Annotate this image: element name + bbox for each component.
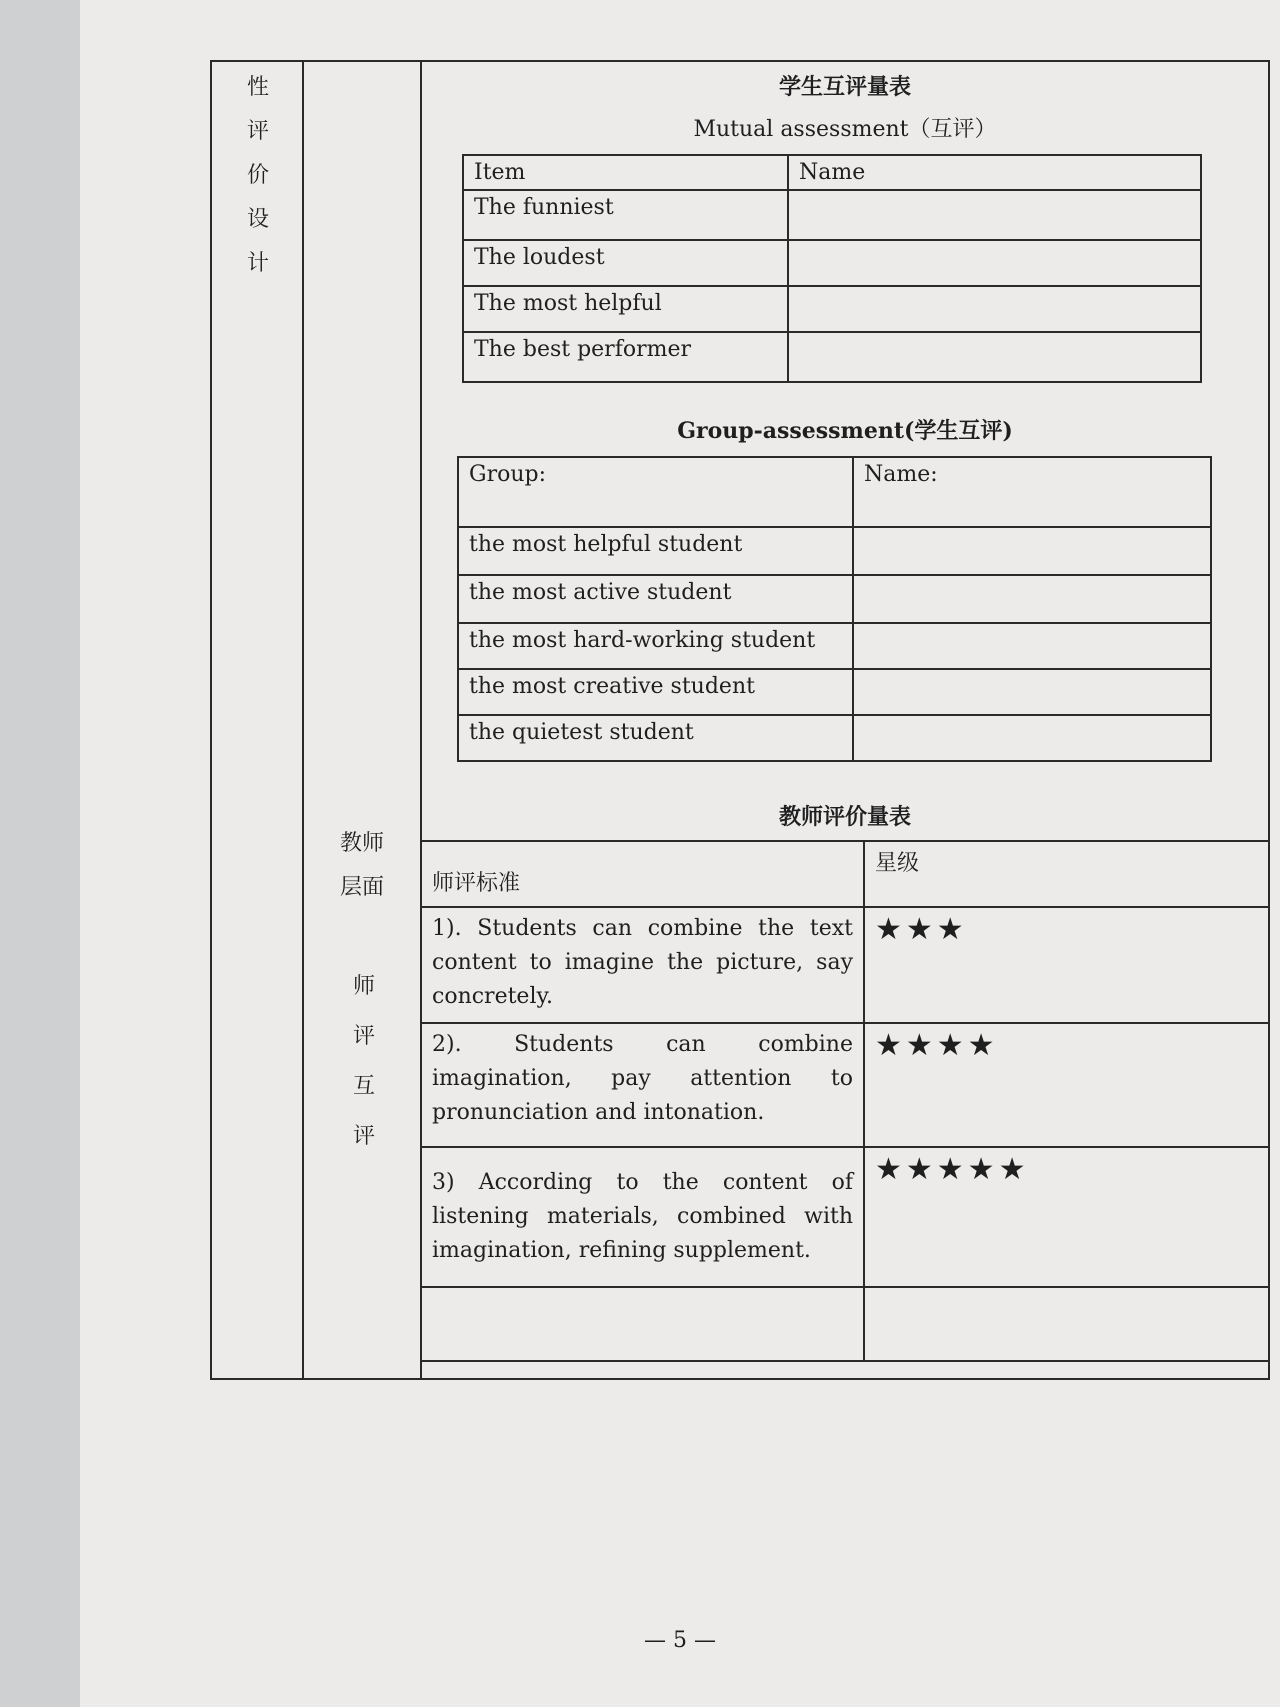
side-label-char: 设 (246, 207, 269, 232)
criteria-cell: 3) According to the content of listening materials, combined with imagination, refining supplement. (421, 1147, 864, 1287)
side-label-char: 价 (246, 163, 269, 188)
item-cell: The best performer (463, 332, 788, 382)
header-name: Name (788, 155, 1201, 190)
table-row (458, 669, 1211, 715)
table-row (421, 907, 1269, 1023)
teacher-level-text: 层面 (339, 875, 384, 900)
table-header-row (421, 841, 1269, 907)
name-cell (788, 332, 1201, 382)
table-row (463, 332, 1201, 382)
teacher-mutual-char: 师 (352, 974, 375, 999)
criteria-cell: 2). Students can combine imagination, pay attention to pronunciation and intonation. (421, 1023, 864, 1147)
item-cell: the most helpful student (458, 527, 853, 575)
side-label-char: 计 (246, 251, 269, 276)
name-cell (853, 669, 1211, 715)
group-title: Group-assessment(学生互评) (677, 418, 1013, 444)
empty-cell (421, 1287, 864, 1361)
teacher-title: 教师评价量表 (778, 804, 911, 830)
name-cell (788, 240, 1201, 286)
side-label-char: 评 (246, 119, 269, 144)
table-row (421, 1147, 1269, 1287)
header-name: Name: (853, 457, 1211, 527)
table-header-row (463, 155, 1201, 190)
side-label (238, 66, 278, 286)
side-label-char: 性 (246, 75, 269, 100)
criteria-cell: 1). Students can combine the text content to imagine the picture, say concretely. (421, 907, 864, 1023)
item-cell: the quietest student (458, 715, 853, 761)
table-row (463, 190, 1201, 240)
item-cell: The funniest (463, 190, 788, 240)
teacher-table (420, 840, 1270, 1362)
name-cell (853, 575, 1211, 623)
document-page (80, 0, 1280, 1707)
mutual-title-en: Mutual assessment（互评） (693, 117, 997, 142)
teacher-mutual-char: 互 (352, 1074, 375, 1099)
star-rating: ★★★★ (864, 1023, 1269, 1147)
item-cell: the most creative student (458, 669, 853, 715)
header-group: Group: (458, 457, 853, 527)
item-cell: The loudest (463, 240, 788, 286)
column-divider (302, 62, 304, 1378)
teacher-level-label (330, 822, 394, 910)
star-rating: ★★★★★ (864, 1147, 1269, 1287)
teacher-mutual-char: 评 (352, 1024, 375, 1049)
item-cell: the most hard-working student (458, 623, 853, 669)
table-row (458, 623, 1211, 669)
teacher-mutual-char: 评 (352, 1124, 375, 1149)
name-cell (853, 715, 1211, 761)
empty-cell (864, 1287, 1269, 1361)
mutual-title-cn: 学生互评量表 (778, 74, 911, 100)
name-cell (853, 527, 1211, 575)
item-cell: the most active student (458, 575, 853, 623)
star-rating: ★★★ (864, 907, 1269, 1023)
mutual-table (462, 154, 1202, 383)
table-row (458, 527, 1211, 575)
header-stars: 星级 (864, 841, 1269, 907)
table-row (458, 715, 1211, 761)
table-row (463, 286, 1201, 332)
table-header-row (458, 457, 1211, 527)
table-row (458, 575, 1211, 623)
teacher-level-text: 教师 (339, 831, 384, 856)
teacher-mutual-label (344, 962, 384, 1162)
item-cell: The most helpful (463, 286, 788, 332)
name-cell (853, 623, 1211, 669)
header-criteria: 师评标准 (421, 841, 864, 907)
table-row (463, 240, 1201, 286)
table-row (421, 1023, 1269, 1147)
group-table (457, 456, 1212, 762)
name-cell (788, 286, 1201, 332)
content-area (422, 62, 1268, 1378)
page-number: — 5 — (644, 1628, 716, 1653)
table-row (421, 1287, 1269, 1361)
evaluation-frame (210, 60, 1270, 1380)
header-item: Item (463, 155, 788, 190)
name-cell (788, 190, 1201, 240)
